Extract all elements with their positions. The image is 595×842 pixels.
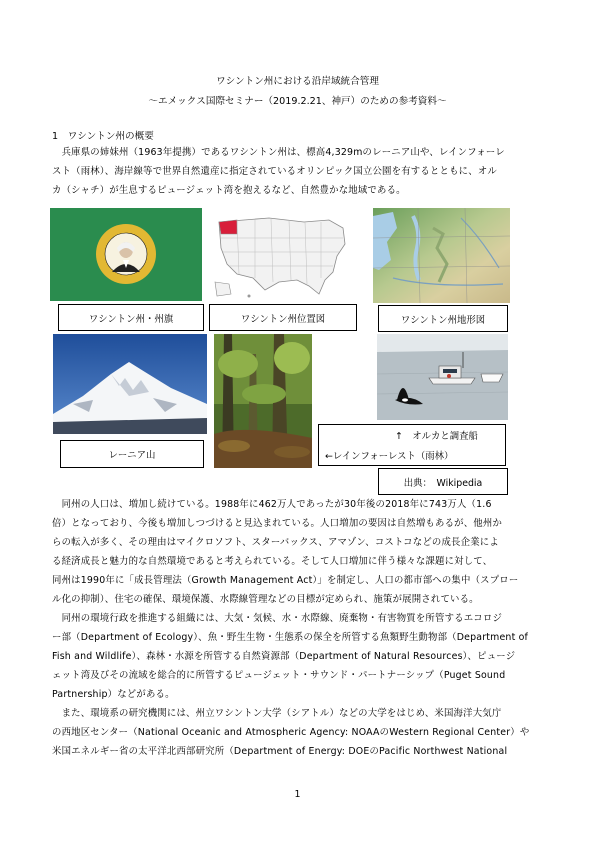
text-line: 同州は1990年に「成長管理法（Growth Management Act）」を制定し、人口の都市部への集中（スプロー	[52, 575, 519, 586]
caption-orca: ↑ オルカと調査船	[395, 431, 478, 442]
text-line: ェット湾及びその流域を総合的に所管するピュージェット・サウンド・パートナーシップ（Puget Sound	[52, 670, 506, 681]
text-line: Fish and Wildlife）、森林・水源を所管する自然資源部（Department of Natural Resources）、ピュージ	[52, 651, 516, 662]
text-line: らの転入が多く、その理由はマイクロソフト、スターバックス、アマゾン、コストコなどの成長企業によ	[52, 537, 499, 548]
caption-rainforest: ←レインフォーレスト（雨林）	[325, 451, 454, 462]
source-credit: 出典： Wikipedia	[378, 468, 508, 495]
document-title: ワシントン州における沿岸域統合管理	[216, 76, 379, 87]
text-line: また、環境系の研究機関には、州立ワシントン大学（シアトル）などの大学をはじめ、米国海洋大気庁	[52, 708, 502, 719]
terrain-map-image	[373, 208, 510, 303]
mount-rainier-image	[53, 334, 207, 434]
rainforest-image	[214, 334, 312, 468]
text-line: カ（シャチ）が生息するピュージェット湾を抱えるなど、自然豊かな地域である。	[52, 185, 406, 196]
body-paragraphs	[52, 495, 542, 761]
caption-rainier: レーニア山	[60, 440, 204, 468]
caption-terrain-map: ワシントン州地形図	[378, 305, 508, 332]
text-line: スト（雨林）、海岸線等で世界自然遺産に指定されているオリンピック国立公園を有するとともに、オル	[52, 166, 497, 177]
text-line: 同州の環境行政を推進する組織には、大気・気候、水・水際線、廃棄物・有害物質を所管するエコロジ	[52, 613, 503, 624]
caption-location-map: ワシントン州位置図	[209, 304, 357, 331]
text-line: る経済成長と魅力的な自然環境であると考えられている。そして人口増加に伴う様々な課題に対して、	[52, 556, 493, 567]
caption-orca-rainforest	[318, 424, 506, 466]
text-line: 米国エネルギー省の太平洋北西部研究所（Department of Energy: DOEのPacific Northwest National	[52, 746, 508, 757]
text-line: 兵庫県の姉妹州（1963年提携）であるワシントン州は、標高4,329mのレーニア山や、レインフォーレ	[52, 147, 505, 158]
intro-paragraph	[52, 143, 542, 200]
text-line: 倍）となっており、今後も増加しつづけると見込まれている。人口増加の要因は自然増もあるが、他州か	[52, 518, 503, 529]
text-line: の西地区センター（National Oceanic and Atmospheric Agency: NOAAのWestern Regional Center）や	[52, 727, 530, 738]
text-line: ル化の抑制）、住宅の確保、環境保護、水際線管理などの目標が定められ、施策が展開されている。	[52, 594, 479, 605]
caption-flag: ワシントン州・州旗	[58, 304, 204, 331]
section-heading: 1 ワシントン州の概要	[52, 131, 154, 142]
page-number: 1	[294, 789, 301, 800]
text-line: Partnership）などがある。	[52, 689, 175, 700]
document-subtitle: ～エメックス国際セミナー（2019.2.21、神戸）のための参考資料～	[148, 96, 447, 107]
orca-boat-image	[377, 334, 508, 420]
text-line: ー部（Department of Ecology）、魚・野生生物・生態系の保全を所管する魚類野生動物部（Department of	[52, 632, 529, 643]
us-location-map-image	[209, 208, 357, 301]
text-line: 同州の人口は、増加し続けている。1988年に462万人であったが30年後の2018年に743万人（1.6	[52, 499, 492, 510]
washington-flag-image	[50, 208, 202, 301]
